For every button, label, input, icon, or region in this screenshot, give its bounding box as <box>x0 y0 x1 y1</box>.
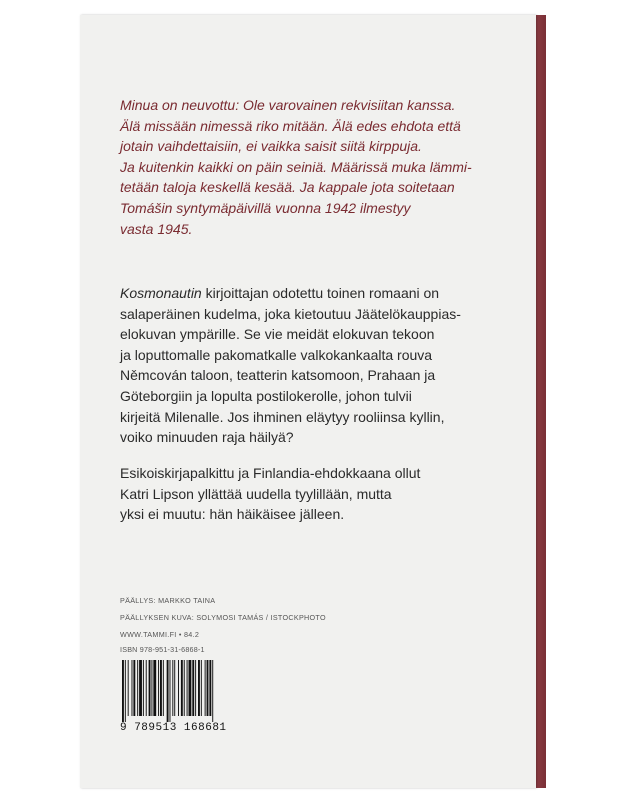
barcode-bar <box>153 660 156 716</box>
isbn-text: ISBN 978-951-31-6868-1 <box>120 645 205 654</box>
barcode-bar <box>212 660 213 722</box>
barcode-bar <box>170 660 171 722</box>
barcode-bar <box>133 660 135 716</box>
barcode-bar <box>184 660 185 716</box>
barcode-bar <box>139 660 142 716</box>
barcode-bar <box>125 660 126 722</box>
barcode-bar <box>160 660 162 716</box>
barcode-digits: 9 789513 168681 <box>120 722 227 734</box>
barcode-bar <box>151 660 152 716</box>
blurb-paragraph <box>120 283 530 448</box>
quote-line: tetään taloja keskellä kesää. Ja kappale jota soitetaan <box>120 179 455 196</box>
barcode-bar <box>209 660 211 716</box>
blurb-line <box>120 283 530 304</box>
blurb-line: yksi ei muutu: hän häikäisee jälleen. <box>120 506 345 523</box>
blurb-line: Göteborgiin ja lopulta postilokerolle, johon tulvii <box>120 387 412 404</box>
barcode <box>120 660 250 725</box>
barcode-bar <box>195 660 196 716</box>
barcode-bar <box>149 660 151 716</box>
barcode-bar <box>178 660 179 716</box>
barcode-bar <box>187 660 188 716</box>
blurb-line: Němcován taloon, teatterin katsomoon, Prahaan ja <box>120 367 436 384</box>
book-title-reference: Kosmonautin <box>120 285 202 301</box>
barcode-bar <box>167 660 169 722</box>
cover-credit: PÄÄLLYS: MARKKO TAINA <box>120 596 216 605</box>
barcode-bar <box>158 660 159 716</box>
blurb-line: Katri Lipson yllättää uudella tyylillään, mutta <box>120 485 392 502</box>
barcode-bar <box>189 660 192 716</box>
barcode-bar <box>146 660 147 716</box>
blurb-line: salaperäinen kudelma, joka kietoutuu Jäätelökauppias- <box>120 305 461 322</box>
barcode-bar <box>122 660 124 722</box>
barcode-bar <box>201 660 202 716</box>
barcode-bar <box>174 660 175 716</box>
blurb-line: ja loputtomalle pakomatkalle valkokankaalta rouva <box>120 346 433 363</box>
publisher-web: WWW.TAMMI.FI • 84.2 <box>120 630 200 639</box>
blurb-line: kirjeitä Milenalle. Jos ihminen eläytyy rooliinsa kyllin, <box>120 408 445 425</box>
quote-line: jotain vaihdettaisiin, ei vaikka saisit siitä kirppuja. <box>120 138 422 155</box>
quote-line: Älä missään nimessä riko mitään. Älä edes ehdota että <box>120 117 461 134</box>
blurb-line-text: kirjoittajan odotettu toinen romaani on <box>201 285 440 301</box>
quote-line: Tomášin syntymäpäivillä vuonna 1942 ilmestyy <box>120 199 411 216</box>
quote-line: Ja kuitenkin kaikki on päin seiniä. Määrissä muka lämmi- <box>120 158 472 175</box>
blurb-line: Esikoiskirjapalkittu ja Finlandia-ehdokkaana ollut <box>120 465 421 481</box>
author-paragraph <box>120 463 530 525</box>
quote-line: vasta 1945. <box>120 220 193 237</box>
barcode-bar <box>132 660 133 716</box>
barcode-bar <box>205 660 206 716</box>
barcode-bar <box>207 660 209 716</box>
barcode-bar <box>181 660 183 716</box>
cover-photo-credit: PÄÄLLYKSEN KUVA: SOLYMOSI TAMÁS / ISTOCKPHOTO <box>120 613 326 622</box>
barcode-bar <box>128 660 129 716</box>
blurb-line: elokuvan ympärille. Se vie meidät elokuvan tekoon <box>120 326 435 343</box>
quote-line: Minua on neuvottu: Ole varovainen rekvisiitan kanssa. <box>120 97 456 113</box>
barcode-bars <box>120 660 250 722</box>
back-cover-quote <box>120 95 520 239</box>
barcode-bar <box>198 660 200 716</box>
barcode-bar <box>172 660 173 716</box>
barcode-bar <box>163 660 164 716</box>
barcode-bar <box>137 660 138 716</box>
credits-block <box>120 592 520 643</box>
barcode-bar <box>143 660 144 716</box>
back-cover <box>80 15 536 788</box>
blurb-line: voiko minuuden raja häilyä? <box>120 429 294 446</box>
barcode-bar <box>192 660 194 716</box>
